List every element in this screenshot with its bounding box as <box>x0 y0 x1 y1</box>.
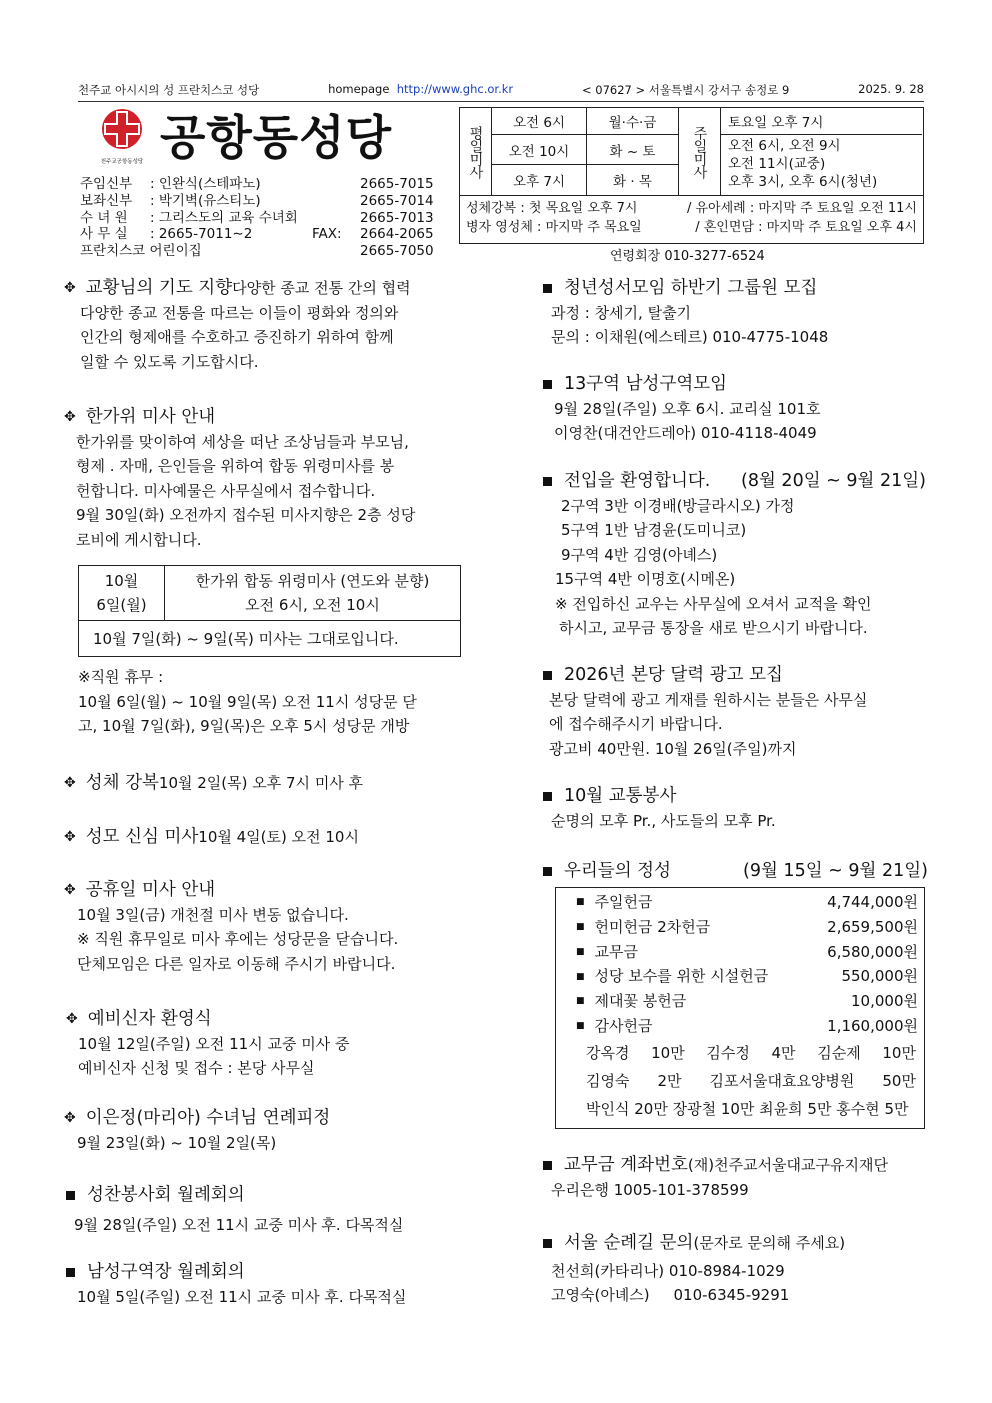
staff-list <box>80 176 434 260</box>
section-line: 9월 28일(주일) 오후 6시. 교리실 101호 <box>554 399 821 418</box>
section-title: 2026년 본당 달력 광고 모집 <box>564 665 783 685</box>
section-line: ※직원 휴무 : <box>78 668 164 686</box>
square-bullet-icon <box>66 1191 75 1200</box>
section-title: 한가위 미사 안내 <box>85 407 216 427</box>
donor-row <box>556 1067 924 1095</box>
square-bullet-icon <box>543 380 552 389</box>
section-line: 에 접수해주시기 바랍니다. <box>549 715 723 733</box>
section-line: 9월 23일(화) ~ 10월 2일(목) <box>77 1133 277 1152</box>
weekday-time: 오후 7시 <box>492 165 587 195</box>
table-date: 6일(월) <box>96 596 147 614</box>
address: < 07627 > 서울특별시 강서구 송정로 9 <box>581 83 790 97</box>
staff-extra <box>312 193 360 210</box>
section-subtitle: 다양한 종교 전통 간의 협력 <box>232 279 411 297</box>
staff-row <box>80 176 434 193</box>
square-bullet-icon <box>543 477 552 486</box>
section-line: 과정 : 창세기, 탈출기 <box>551 303 692 322</box>
staff-extra <box>312 210 360 227</box>
staff-role: 수 녀 원 <box>80 209 128 226</box>
svg-text:천주교공항동성당: 천주교공항동성당 <box>100 159 144 165</box>
section-line: 9월 28일(주일) 오전 11시 교중 미사 후. 다목적실 <box>74 1215 404 1234</box>
section-line: 로비에 게시합니다. <box>76 530 202 549</box>
donor-amount: 10만 <box>882 1043 916 1062</box>
masthead-line <box>78 82 924 102</box>
square-bullet-icon <box>543 284 552 293</box>
mass-schedule-box <box>459 107 924 244</box>
section-title: 공휴일 미사 안내 <box>85 880 216 900</box>
offering-amount: 6,580,000원 <box>827 942 918 961</box>
offering-amount: 10,000원 <box>851 992 918 1011</box>
schedule-note: 병자 영성체 : 마지막 주 목요일 <box>466 220 642 235</box>
schedule-note: / 혼인면담 : 마지막 주 토요일 오후 4시 <box>695 220 917 235</box>
section-line: 고, 10월 7일(화), 9일(목)은 오후 5시 성당문 개방 <box>78 717 410 735</box>
section-line: 순명의 모후 Pr., 사도들의 모후 Pr. <box>551 811 776 830</box>
square-bullet-icon <box>543 671 552 680</box>
staff-role: 주임신부 <box>80 176 133 192</box>
weekday-time: 오전 6시 <box>492 108 587 135</box>
sunday-mass-line: 오전 11시(교중) <box>728 156 826 172</box>
staff-row <box>80 192 434 210</box>
square-bullet-icon <box>543 792 552 801</box>
section-benediction <box>64 771 363 796</box>
section-district-meeting <box>64 1260 406 1309</box>
weekday-days: 화 ~ 토 <box>587 135 679 165</box>
staff-role: 사 무 실 <box>80 226 128 243</box>
section-line: 10월 5일(주일) 오전 11시 교중 미사 후. 다목적실 <box>77 1287 407 1306</box>
saturday-mass: 토요일 오후 7시 <box>721 108 922 135</box>
staff-row <box>80 226 434 243</box>
sunday-mass-line: 오후 3시, 오후 6시(청년) <box>728 174 878 190</box>
section-sister-retreat <box>64 1106 330 1155</box>
section-chuseok <box>64 405 415 552</box>
weekday-days: 화 · 목 <box>587 165 679 195</box>
diamond-bullet-icon: ✥ <box>64 280 76 296</box>
offering-label: ■ 제대꽃 봉헌금 <box>576 989 686 1014</box>
staff-phone: 2665-7015 <box>360 176 434 192</box>
donor-name: 김수정 <box>706 1043 750 1062</box>
offering-box <box>555 887 925 1129</box>
donor-amount: 2만 <box>657 1071 682 1090</box>
section-title: 10월 교통봉사 <box>564 786 677 806</box>
offering-label: ■ 성당 보수를 위한 시설헌금 <box>576 964 768 989</box>
section-line: 단체모임은 다른 일자로 이동해 주시기 바랍니다. <box>77 954 396 973</box>
square-bullet-icon <box>543 1161 552 1170</box>
offering-label: ■ 감사헌금 <box>576 1014 652 1039</box>
table-cell <box>79 566 165 621</box>
section-title: 전입을 환영합니다. <box>564 471 711 491</box>
staff-leave-notice <box>78 665 417 739</box>
offering-label: ■ 헌미헌금 2차헌금 <box>576 915 710 940</box>
section-line: 헌합니다. 미사예물은 사무실에서 접수합니다. <box>76 481 376 500</box>
section-subtitle: (문자로 문의해 주세요) <box>693 1234 846 1252</box>
section-line: 9구역 4반 김영(아녜스) <box>561 545 718 564</box>
sunday-mass-times <box>728 137 877 191</box>
staff-extra: FAX: <box>312 226 342 243</box>
section-title: 서울 순례길 문의 <box>564 1233 694 1253</box>
page-title: 공항동성당 <box>160 111 393 166</box>
section-marian-mass <box>64 825 359 850</box>
sunday-mass-line: 오전 6시, 오전 9시 <box>728 138 841 154</box>
staff-phone: 2665-7013 <box>360 209 434 226</box>
table-cell <box>165 566 461 621</box>
section-line: 본당 달력에 광고 게재를 원하시는 분들은 사무실 <box>549 690 868 709</box>
section-title: 교무금 계좌번호 <box>564 1155 688 1175</box>
donor-amount: 10만 <box>651 1043 685 1062</box>
schedule-note: 성체강복 : 첫 목요일 오후 7시 <box>466 201 638 216</box>
section-line: 하시고, 교무금 통장을 새로 받으시기 바랍니다. <box>559 619 868 637</box>
section-title: 13구역 남성구역모임 <box>564 374 728 394</box>
offering-amount: 550,000원 <box>841 967 918 986</box>
section-title: 성모 신심 미사 <box>85 827 199 847</box>
section-title: 예비신자 환영식 <box>87 1009 212 1029</box>
section-subtitle: (재)천주교서울대교구유지재단 <box>687 1156 888 1174</box>
section-calendar-ads <box>541 663 867 761</box>
sunday-mass-label: 주일미사 <box>679 108 721 195</box>
donor-list: 박인식 20만 장광철 10만 최윤희 5만 홍수현 5만 <box>586 1099 909 1118</box>
donor-name: 김순제 <box>817 1043 861 1062</box>
offering-row <box>556 964 924 989</box>
section-line: 일할 수 있도록 기도합시다. <box>80 352 259 371</box>
staff-phone: 2664-2065 <box>360 226 434 243</box>
section-catechumen <box>66 1007 349 1081</box>
donor-row <box>556 1039 924 1067</box>
section-offering <box>541 859 928 884</box>
offering-amount: 1,160,000원 <box>827 1016 918 1035</box>
homepage-label: homepage <box>328 82 390 96</box>
diamond-bullet-icon: ✥ <box>66 1011 78 1027</box>
section-title: 이은정(마리아) 수녀님 연례피정 <box>85 1108 331 1128</box>
donor-row <box>556 1095 924 1123</box>
section-line: 광고비 40만원. 10월 26일(주일)까지 <box>549 739 797 758</box>
square-bullet-icon <box>66 1268 75 1277</box>
schedule-note: / 유아세례 : 마지막 주 토요일 오전 11시 <box>686 201 917 216</box>
section-title: 성찬봉사회 월례회의 <box>87 1185 245 1205</box>
section-line: 다양한 종교 전통을 따르는 이들이 평화와 정의와 <box>80 303 399 322</box>
section-line: 15구역 4반 이명호(시메온) <box>555 570 736 588</box>
section-line: ※ 직원 휴무일로 미사 후에는 성당문을 닫습니다. <box>77 930 399 948</box>
section-title: 남성구역장 월례회의 <box>87 1262 245 1282</box>
section-title: 우리들의 정성 <box>564 861 671 881</box>
offering-row <box>556 940 924 965</box>
logo-area <box>98 105 458 175</box>
square-bullet-icon <box>543 1239 552 1248</box>
section-title: 교황님의 기도 지향 <box>85 278 233 298</box>
section-choir-meeting <box>64 1183 403 1237</box>
staff-name: : 박기벽(유스티노) <box>150 192 261 209</box>
donor-name: 강옥경 <box>586 1043 630 1062</box>
section-line: 천선희(카타리나) 010-8984-1029 <box>551 1261 785 1280</box>
staff-name: : 2665-7011∼2 <box>150 226 253 243</box>
section-pilgrimage <box>541 1231 845 1308</box>
table-note: 10월 7일(화) ~ 9일(목) 미사는 그대로입니다. <box>79 621 461 657</box>
section-period: (8월 20일 ~ 9월 21일) <box>741 471 926 491</box>
section-period: (9월 15일 ~ 9월 21일) <box>743 861 928 881</box>
section-line: 문의 : 이채원(에스테르) 010-4775-1048 <box>551 328 829 346</box>
staff-extra <box>312 176 360 193</box>
staff-phone: 2665-7050 <box>360 243 434 260</box>
section-area13 <box>541 372 821 446</box>
staff-name: : 그리스도의 교육 수녀회 <box>150 209 298 226</box>
offering-amount: 2,659,500원 <box>827 917 918 936</box>
parish-logo-icon <box>98 107 146 167</box>
section-line: 인간의 형제애를 수호하고 증진하기 위하여 함께 <box>80 328 394 346</box>
section-line: 이영찬(대건안드레아) 010-4118-4049 <box>554 424 817 442</box>
diamond-bullet-icon: ✥ <box>64 829 76 845</box>
chuseok-table <box>78 565 461 657</box>
donor-name: 김영숙 <box>586 1071 630 1090</box>
offering-row <box>556 1014 924 1039</box>
section-line: 2구역 3반 이경배(방글라시오) 가정 <box>561 496 795 515</box>
homepage-link[interactable]: http://www.ghc.or.kr <box>396 82 514 96</box>
section-line: 10월 12일(주일) 오전 11시 교중 미사 중 <box>78 1034 350 1053</box>
section-pope-intention <box>64 276 411 374</box>
section-line: ※ 전입하신 교우는 사무실에 오셔서 교적을 확인 <box>555 594 872 613</box>
council-contact: 연령회장 010-3277-6524 <box>610 249 765 264</box>
section-subtitle: 10월 4일(토) 오전 10시 <box>198 828 359 846</box>
donor-name: 김포서울대효요양병원 <box>709 1071 855 1090</box>
square-bullet-icon <box>543 867 552 876</box>
staff-role: 프란치스코 어린이집 <box>80 243 202 260</box>
diamond-bullet-icon: ✥ <box>64 882 76 898</box>
section-holiday-mass <box>64 878 398 976</box>
diamond-bullet-icon: ✥ <box>64 775 76 791</box>
section-title: 성체 강복 <box>85 773 159 793</box>
table-desc: 오전 6시, 오전 10시 <box>245 596 380 614</box>
section-line: 5구역 1반 남경윤(도미니코) <box>561 521 747 539</box>
staff-phone: 2665-7014 <box>360 192 434 209</box>
offering-label: ■ 주일헌금 <box>576 890 652 915</box>
parish-full-name: 천주교 아시시의 성 프란치스코 성당 <box>78 83 260 97</box>
section-line: 예비신자 신청 및 접수 : 본당 사무실 <box>78 1059 315 1077</box>
donor-amount: 4만 <box>771 1043 796 1062</box>
issue-date: 2025. 9. 28 <box>858 82 924 96</box>
section-line: 9월 30일(화) 오전까지 접수된 미사지향은 2층 성당 <box>76 506 416 524</box>
section-subtitle: 10월 2일(목) 오후 7시 미사 후 <box>158 774 364 792</box>
section-youth-bible <box>541 276 828 350</box>
offering-label: ■ 교무금 <box>576 940 638 965</box>
section-line: 형제 . 자매, 은인들을 위하여 합동 위령미사를 봉 <box>76 457 395 475</box>
section-line: 고영숙(아녜스) 010-6345-9291 <box>551 1286 790 1304</box>
section-line: 우리은행 1005-101-378599 <box>551 1180 749 1199</box>
section-line: 10월 6일(월) ~ 10월 9일(목) 오전 11시 성당문 닫 <box>78 692 417 711</box>
donor-amount: 50만 <box>882 1071 916 1090</box>
offering-row <box>556 890 924 915</box>
table-date: 10월 <box>104 572 139 590</box>
staff-name: : 인완식(스테파노) <box>150 176 261 192</box>
staff-row <box>80 209 434 227</box>
staff-role: 보좌신부 <box>80 192 133 209</box>
section-account <box>541 1153 888 1202</box>
section-line: 한가위를 맞이하여 세상을 떠난 조상님들과 부모님, <box>76 432 409 451</box>
weekday-mass-label: 평일미사 <box>460 108 492 195</box>
section-line: 10월 3일(금) 개천절 미사 변동 없습니다. <box>77 905 349 924</box>
staff-row <box>80 243 434 260</box>
diamond-bullet-icon: ✥ <box>64 409 76 425</box>
diamond-bullet-icon: ✥ <box>64 1110 76 1126</box>
section-traffic <box>541 784 776 833</box>
schedule-notes <box>460 195 923 237</box>
offering-amount: 4,744,000원 <box>827 893 918 911</box>
table-desc: 한가위 합동 위령미사 (연도와 분향) <box>195 572 430 590</box>
weekday-time: 오전 10시 <box>492 135 587 165</box>
offering-row <box>556 915 924 940</box>
section-title: 청년성서모임 하반기 그룹원 모집 <box>564 278 818 298</box>
weekday-days: 월·수·금 <box>587 108 679 135</box>
section-welcome <box>541 469 926 641</box>
offering-row <box>556 989 924 1014</box>
